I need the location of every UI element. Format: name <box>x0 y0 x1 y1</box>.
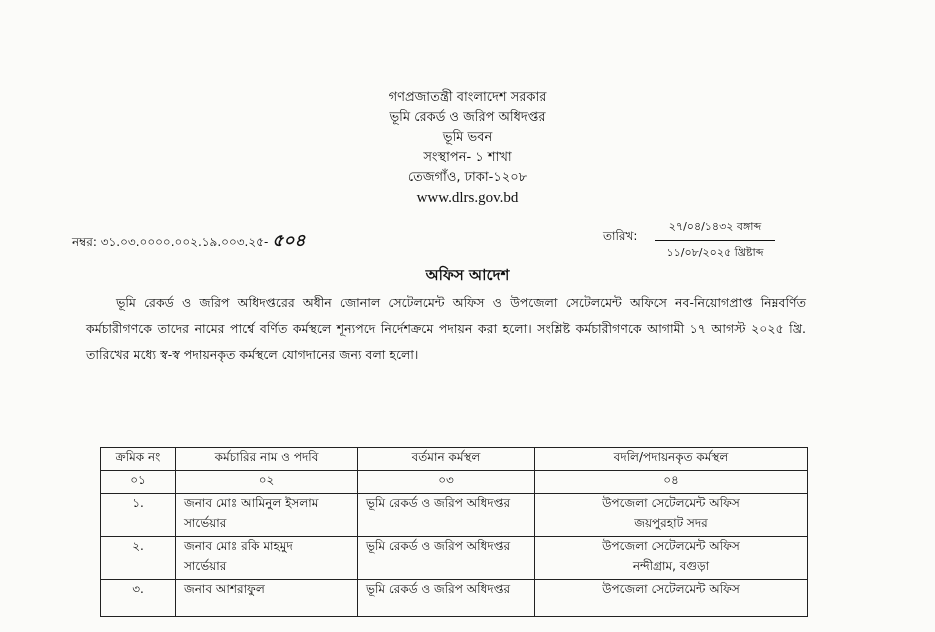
current-office-cell: ভূমি রেকর্ড ও জরিপ অধিদপ্তর <box>358 580 535 617</box>
website-link[interactable]: www.dlrs.gov.bd <box>416 190 519 206</box>
building-name: ভূমি ভবন <box>442 130 493 145</box>
date-label: তারিখ: <box>603 229 638 243</box>
branch-name: সংস্থাপন- ১ শাখা <box>423 150 512 165</box>
letterhead <box>0 88 935 208</box>
posting-cell <box>535 537 808 580</box>
posting-location: নন্দীগ্রাম, বগুড়া <box>632 559 710 573</box>
posting-location: জয়পুরহাট সদর <box>634 516 708 530</box>
current-office-cell: ভূমি রেকর্ড ও জরিপ অধিদপ্তর <box>358 537 535 580</box>
handwritten-number: ৫০৪ <box>272 231 306 251</box>
header-name: কর্মচারির নাম ও পদবি <box>176 448 358 471</box>
posting-cell <box>535 580 808 617</box>
col-number: ০৩ <box>358 471 535 494</box>
table-header-row <box>101 448 808 471</box>
posting-office: উপজেলা সেটেলমেন্ট অফিস <box>602 582 740 596</box>
employee-name: জনাব মোঃ আমিনুল ইসলাম <box>184 496 319 510</box>
serial-cell: ২. <box>101 537 176 580</box>
table-row <box>101 580 808 617</box>
col-number: ০২ <box>176 471 358 494</box>
date-block <box>655 218 775 263</box>
address: তেজগাঁও, ঢাকা-১২০৮ <box>407 170 528 185</box>
name-cell <box>176 494 358 537</box>
serial-cell: ১. <box>101 494 176 537</box>
col-number: ০১ <box>101 471 176 494</box>
department-name: ভূমি রেকর্ড ও জরিপ অধিদপ্তর <box>389 110 546 125</box>
name-cell <box>176 580 358 617</box>
posting-table <box>100 447 808 617</box>
header-posting: বদলি/পদায়নকৃত কর্মস্থল <box>535 448 808 471</box>
memo-number <box>72 228 305 256</box>
employee-designation: সার্ভেয়ার <box>184 559 227 573</box>
column-number-row <box>101 471 808 494</box>
employee-name: জনাব মোঃ রকি মাহমুদ <box>184 539 293 553</box>
col-number: ০৪ <box>535 471 808 494</box>
posting-office: উপজেলা সেটেলমেন্ট অফিস <box>602 539 740 553</box>
date-bangla: ২৭/০৪/১৪৩২ বঙ্গাব্দ <box>655 218 775 241</box>
employee-designation: সার্ভেয়ার <box>184 516 227 530</box>
posting-office: উপজেলা সেটেলমেন্ট অফিস <box>602 496 740 510</box>
memo-number-text: নম্বর: ৩১.০৩.০০০০.০০২.১৯.০০৩.২৫- <box>72 235 269 249</box>
document-title: অফিস আদেশ <box>425 266 510 284</box>
header-serial: ক্রমিক নং <box>101 448 176 471</box>
table-row <box>101 537 808 580</box>
govt-name: গণপ্রজাতন্ত্রী বাংলাদেশ সরকার <box>388 90 547 105</box>
name-cell <box>176 537 358 580</box>
serial-cell: ৩. <box>101 580 176 617</box>
current-office-cell: ভূমি রেকর্ড ও জরিপ অধিদপ্তর <box>358 494 535 537</box>
employee-name: জনাব আশরাফুল <box>184 582 265 596</box>
table-row <box>101 494 808 537</box>
posting-cell <box>535 494 808 537</box>
order-paragraph: ভূমি রেকর্ড ও জরিপ অধিদপ্তরের অধীন জোনাল সেটেলমেন্ট অফিস ও উপজেলা সেটেলমেন্ট অফিসে নব-নিয়োগপ্রাপ্ত নিম্নবর্ণিত কর্মচারীগণকে তাদের নামের পার্শ্বে বর্ণিত কর্মস্থলে শূন্যপদে নির্দেশক্রমে পদায়ন করা হলো। সংশ্লিষ্ট কর্মচারীগণকে আগামী ১৭ আগস্ট ২০২৫ খ্রি. তারিখের মধ্যে স্ব-স্ব পদায়নকৃত কর্মস্থলে যোগদানের জন্য বলা হলো। <box>86 295 806 362</box>
header-current: বর্তমান কর্মস্থল <box>358 448 535 471</box>
order-body <box>86 290 806 368</box>
date-english: ১১/০৮/২০২৫ খ্রিষ্টাব্দ <box>666 246 764 259</box>
